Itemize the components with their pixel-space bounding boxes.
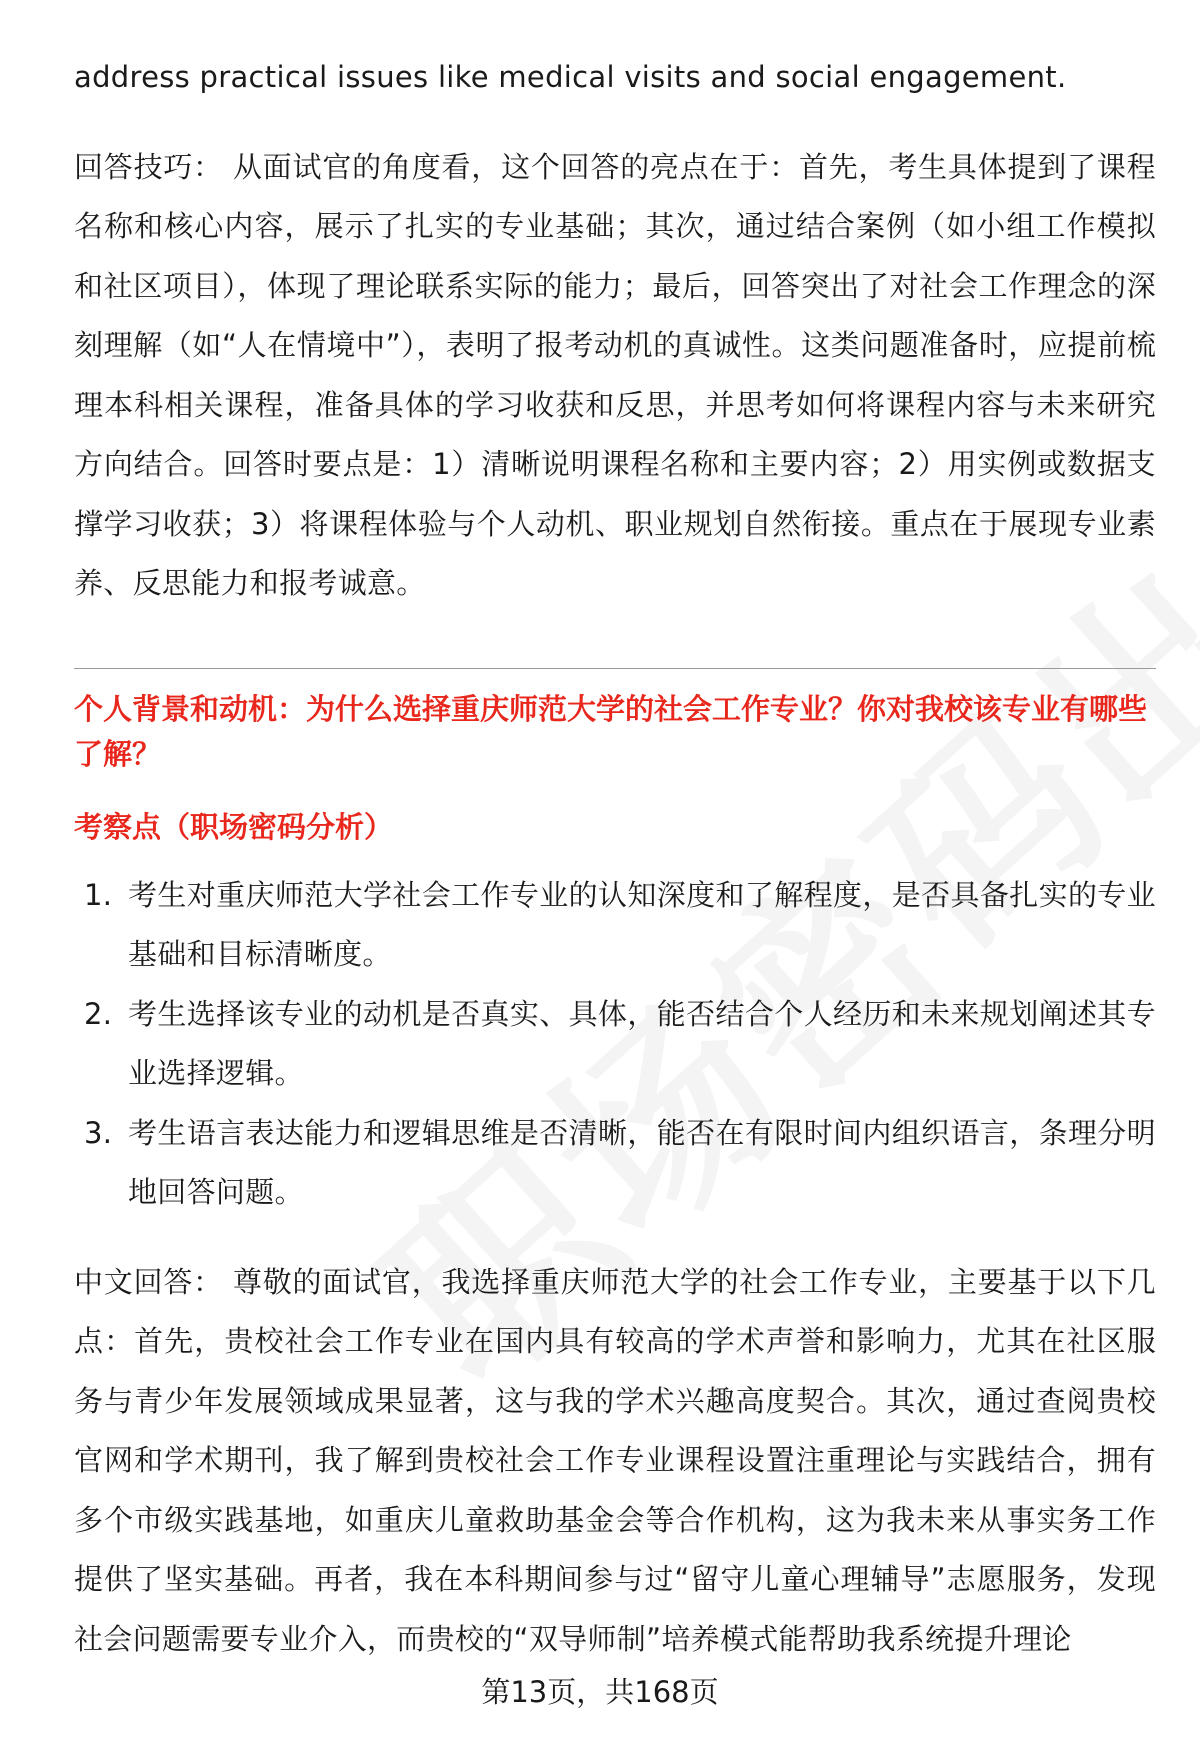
list-item: [74, 985, 1156, 1104]
document-page: [74, 48, 1156, 1669]
list-item-text: 考生选择该专业的动机是否真实、具体，能否结合个人经历和未来规划阐述其专业选择逻辑。: [128, 996, 1156, 1090]
question-heading: 个人背景和动机：为什么选择重庆师范大学的社会工作专业？你对我校该专业有哪些了解？: [74, 691, 1148, 771]
section-divider: [74, 668, 1156, 669]
list-item-number: 3.: [84, 1115, 113, 1150]
tips-label: 回答技巧：: [74, 149, 223, 184]
list-item: [74, 866, 1156, 985]
analysis-list: [74, 866, 1156, 1223]
list-item: [74, 1104, 1156, 1223]
page-number-footer: 第13页，共168页: [481, 1675, 719, 1709]
list-item-number: 2.: [84, 996, 113, 1031]
intro-tail-text: address practical issues like medical visits and social engagement.: [74, 60, 1067, 94]
answer-paragraph: [74, 1253, 1156, 1670]
answer-label: 中文回答：: [74, 1264, 223, 1299]
answer-text: 尊敬的面试官，我选择重庆师范大学的社会工作专业，主要基于以下几点：首先，贵校社会工作专业在国内具有较高的学术声誉和影响力，尤其在社区服务与青少年发展领域成果显著，这与我的学术兴趣高度契合。其次，通过查阅贵校官网和学术期刊，我了解到贵校社会工作专业课程设置注重理论与实践结合，拥有多个市级实践基地，如重庆儿童救助基金会等合作机构，这为我未来从事实务工作提供了坚实基础。再者，我在本科期间参与过“留守儿童心理辅导”志愿服务，发现社会问题需要专业介入，而贵校的“双导师制”培养模式能帮助我系统提升理论: [74, 1264, 1156, 1656]
list-item-text: 考生对重庆师范大学社会工作专业的认知深度和了解程度，是否具备扎实的专业基础和目标清晰度。: [128, 877, 1156, 971]
tips-paragraph: [74, 138, 1156, 614]
list-item-text: 考生语言表达能力和逻辑思维是否清晰，能否在有限时间内组织语言，条理分明地回答问题。: [128, 1115, 1156, 1209]
list-item-number: 1.: [84, 877, 113, 912]
tips-text: 从面试官的角度看，这个回答的亮点在于：首先，考生具体提到了课程名称和核心内容，展示了扎实的专业基础；其次，通过结合案例（如小组工作模拟和社区项目），体现了理论联系实际的能力；最后，回答突出了对社会工作理念的深刻理解（如“人在情境中”），表明了报考动机的真诚性。这类问题准备时，应提前梳理本科相关课程，准备具体的学习收获和反思，并思考如何将课程内容与未来研究方向结合。回答时要点是：1）清晰说明课程名称和主要内容；2）用实例或数据支撑学习收获；3）将课程体验与个人动机、职业规划自然衔接。重点在于展现专业素养、反思能力和报考诚意。: [74, 149, 1156, 600]
analysis-heading: 考察点（职场密码分析）: [74, 809, 394, 844]
